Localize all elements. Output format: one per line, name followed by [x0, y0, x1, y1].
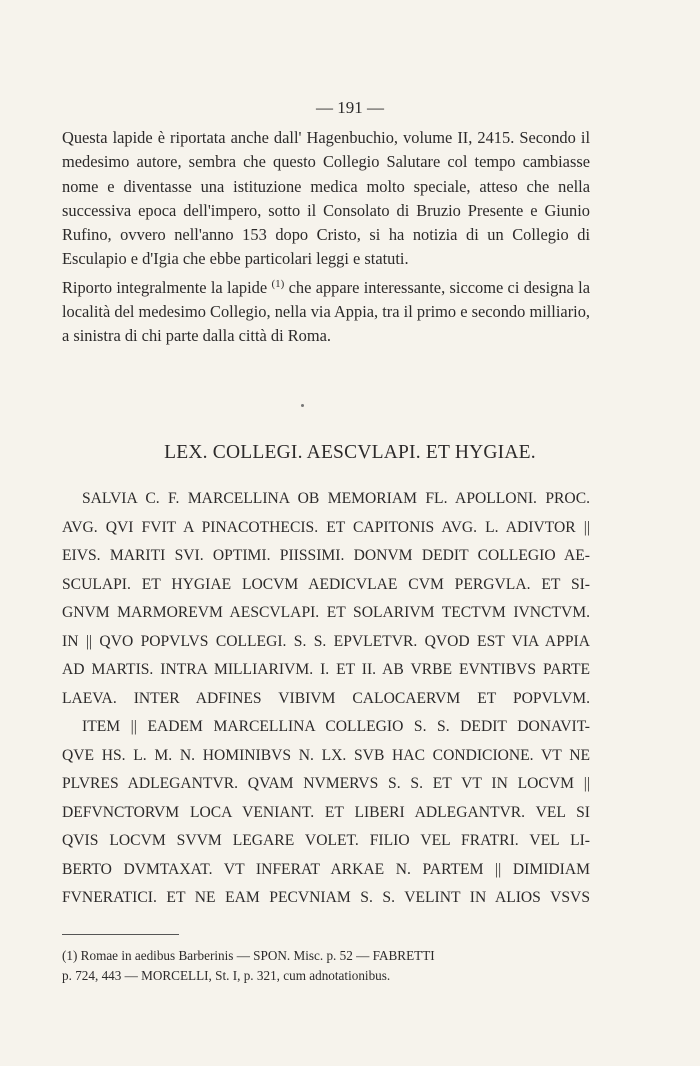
inscription-line: SCULAPI. ET HYGIAE LOCVM AEDICVLAE CVM PERGVLA. ET SI-	[62, 575, 590, 593]
intro-paragraph-1: Questa lapide è riportata anche dall' Hagenbuchio, volume II, 2415. Secondo il medesimo autore, sembra che questo Collegio Salutare col tempo cambiasse nome e diventasse una istituzione medica molto speciale, atteso che nella successiva epoca dell'impero, sotto il Consolato di Bruzio Presente e Giunio Rufino, ovvero nell'anno 153 dopo Cristo, si ha notizia di un Collegio di Esculapio e d'Igia che ebbe particolari leggi e statuti.	[62, 128, 590, 269]
inscription-line: QVE HS. L. M. N. HOMINIBVS N. LX. SVB HAC CONDICIONE. VT NE	[62, 746, 590, 764]
footnote-line: (1) Romae in aedibus Barberinis — SPON. Misc. p. 52 — FABRETTI	[62, 948, 435, 963]
footnote	[62, 946, 592, 986]
inscription-line: AVG. QVI FVIT A PINACOTHECIS. ET CAPITONIS AVG. L. ADIVTOR ||	[62, 518, 590, 536]
inscription-line: ITEM || EADEM MARCELLINA COLLEGIO S. S. DEDIT DONAVIT-	[82, 718, 590, 735]
paragraph-2-start: Riporto integralmente la lapide	[62, 277, 268, 297]
intro-text	[62, 126, 590, 349]
footnote-line: p. 724, 443 — MORCELLI, St. I, p. 321, cum adnotationibus.	[62, 968, 391, 983]
inscription-line: IN || QVO POPVLVS COLLEGI. S. S. EPVLETVR. QVOD EST VIA APPIA	[62, 632, 590, 650]
intro-paragraph-2	[62, 272, 590, 349]
inscription-line: GNVM MARMOREVM AESCVLAPI. ET SOLARIVM TECTVM IVNCTVM.	[62, 604, 590, 621]
inscription-line: BERTO DVMTAXAT. VT INFERAT ARKAE N. PARTEM || DIMIDIAM	[62, 860, 590, 878]
inscription-line: EIVS. MARITI SVI. OPTIMI. PIISSIMI. DONVM DEDIT COLLEGIO AE-	[62, 547, 590, 564]
inscription-line: QVIS LOCVM SVVM LEGARE VOLET. FILIO VEL FRATRI. VEL LI-	[62, 832, 590, 849]
page-number: — 191 —	[316, 98, 384, 117]
inscription-line: PLVRES ADLEGANTVR. QVAM NVMERVS S. S. ET VT IN LOCVM ||	[62, 775, 590, 792]
inscription-text	[62, 485, 590, 913]
decorative-dot	[301, 404, 304, 407]
inscription-line: FVNERATICI. ET NE EAM PECVNIAM S. S. VELINT IN ALIOS VSVS	[62, 889, 590, 906]
inscription-heading: LEX. COLLEGI. AESCVLAPI. ET HYGIAE.	[164, 442, 536, 463]
inscription-line: SALVIA C. F. MARCELLINA OB MEMORIAM FL. APOLLONI. PROC.	[82, 490, 590, 507]
inscription-line: LAEVA. INTER ADFINES VIBIVM CALOCAERVM ET POPVLVM.	[62, 689, 590, 707]
inscription-line: AD MARTIS. INTRA MILLIARIVM. I. ET II. AB VRBE EVNTIBVS PARTE	[62, 661, 590, 678]
paragraph-2-end: che appare interessante, siccome ci designa la località del medesimo Collegio, nella via Appia, tra il primo e secondo milliario, a sinistra di chi parte dalla città di Roma.	[62, 277, 590, 346]
footnote-divider	[62, 934, 179, 935]
inscription-line: DEFVNCTORVM LOCA VENIANT. ET LIBERI ADLEGANTVR. VEL SI	[62, 803, 590, 821]
footnote-reference: (1)	[271, 277, 285, 290]
